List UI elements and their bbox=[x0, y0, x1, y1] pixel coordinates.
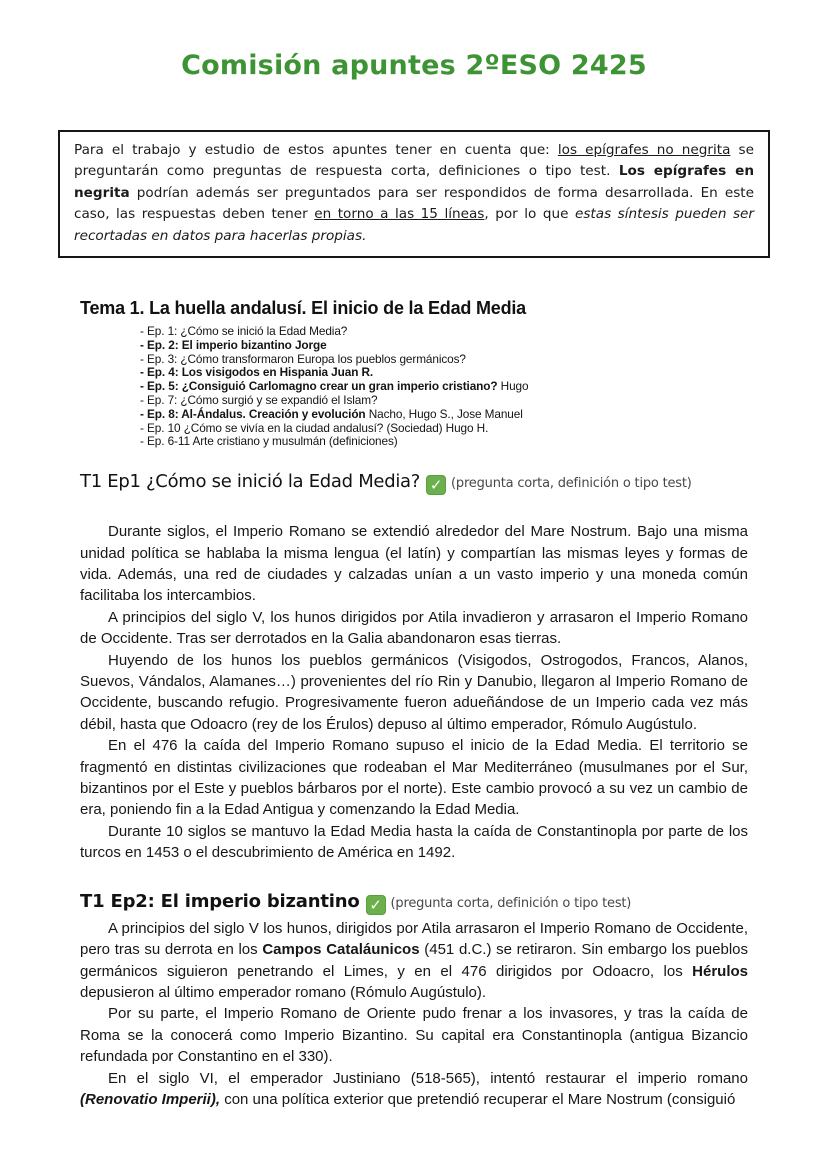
ep1-paragraph-5: Durante 10 siglos se mantuvo la Edad Media hasta la caída de Constantinopla por parte de los turcos en 1453 o el descubrimiento de América en 1492. bbox=[80, 822, 748, 862]
page-title: Comisión apuntes 2ºESO 2425 bbox=[181, 50, 647, 81]
intro-box bbox=[58, 130, 770, 258]
ep1-paragraph-2: A principios del siglo V, los hunos dirigidos por Atila invadieron y arrasaron el Imperio Romano de Occidente. Tras ser derrotados en la Galia abandonaron esas tierras. bbox=[80, 608, 748, 648]
check-glyph: ✓ bbox=[369, 895, 382, 914]
list-item-ep2: - Ep. 2: El imperio bizantino Jorge bbox=[140, 337, 327, 352]
ep1-heading-text: T1 Ep1 ¿Cómo se inició la Edad Media? bbox=[80, 471, 421, 493]
list-item-ep7: - Ep. 7: ¿Cómo surgió y se expandió el Islam? bbox=[140, 393, 378, 408]
ep2-paragraph-2: Por su parte, el Imperio Romano de Oriente pudo frenar a los invasores, y tras la caída de Roma se la conocerá como Imperio Bizantino. Su capital era Constantinopla (antigua Bizancio refundada por Constantino en el 330). bbox=[80, 1005, 748, 1066]
ep2-paragraph-1: A principios del siglo V los hunos, dirigidos por Atila arrasaron el Imperio Romano de Occidente, pero tras su derrota en los Campos Cataláunicos (451 d.C.) se retiraron. Sin embargo los pueblos germánicos siguieron penetrando el Limes, y en el 476 dirigidos por Odoacro, los Hérulos depusieron al último emperador romano (Rómulo Augústulo). bbox=[80, 919, 749, 1001]
list-item-ep6-11: - Ep. 6-11 Arte cristiano y musulmán (definiciones) bbox=[140, 434, 398, 449]
tema1-heading: Tema 1. La huella andalusí. El inicio de la Edad Media bbox=[80, 298, 526, 319]
tema1-section bbox=[80, 298, 748, 449]
check-glyph: ✓ bbox=[429, 476, 443, 495]
ep2-paragraph-3: En el siglo VI, el emperador Justiniano (518-565), intentó restaurar el imperio romano (Renovatio Imperii), con una política exterior que pretendió recuperar el Mare Nostrum (consiguió bbox=[80, 1069, 748, 1108]
list-item-ep8: - Ep. 8: Al-Ándalus. Creación y evolución Nacho, Hugo S., Jose Manuel bbox=[140, 406, 523, 421]
ep1-section bbox=[80, 471, 748, 864]
check-icon bbox=[426, 475, 446, 495]
list-item-ep1: - Ep. 1: ¿Cómo se inició la Edad Media? bbox=[140, 324, 348, 339]
ep2-heading bbox=[80, 891, 748, 915]
ep2-note: (pregunta corta, definición o tipo test) bbox=[390, 895, 632, 911]
ep1-note: (pregunta corta, definición o tipo test) bbox=[451, 476, 692, 492]
ep2-section bbox=[80, 891, 748, 1111]
list-item-ep4: - Ep. 4: Los visigodos en Hispania Juan R. bbox=[140, 365, 374, 380]
ep1-paragraph-4: En el 476 la caída del Imperio Romano supuso el inicio de la Edad Media. El territorio se fragmentó en distintas civilizaciones que rodeaban el Mar Mediterráneo (musulmanes por el Sur, bizantinos por el Este y pueblos bárbaros por el norte). Este cambio provocó a su vez un cambio de era, poniendo fin a la Edad Antigua y comenzando la Edad Media. bbox=[80, 737, 748, 819]
ep1-paragraph-1: Durante siglos, el Imperio Romano se extendió alrededor del Mare Nostrum. Bajo una misma unidad política se hablaba la misma lengua (el latín) y compartían las mismas leyes y formas de vida. Además, una red de ciudades y calzadas unían a un vasto imperio y una moneda común facilitaba los intercambios. bbox=[80, 523, 748, 605]
list-item-ep3: - Ep. 3: ¿Cómo transformaron Europa los pueblos germánicos? bbox=[140, 351, 466, 366]
check-icon bbox=[366, 895, 386, 915]
ep1-paragraph-3: Huyendo de los hunos los pueblos germánicos (Visigodos, Ostrogodos, Francos, Alanos, Suevos, Vándalos, Alamanes…) provenientes del río Rin y Danubio, llegaron al Imperio Romano de Occidente, buscando refugio. Progresivamente fueron adueñándose de un Imperio cada vez más débil, hasta que Odoacro (rey de los Érulos) depuso al último emperador, Rómulo Augústulo. bbox=[80, 651, 748, 733]
list-item-ep5: - Ep. 5: ¿Consiguió Carlomagno crear un gran imperio cristiano? Hugo bbox=[140, 379, 529, 394]
intro-box-text: Para el trabajo y estudio de estos apuntes tener en cuenta que: los epígrafes no negrita se preguntarán como preguntas de respuesta corta, definiciones o tipo test. Los epígrafes en negrita podrían además ser preguntados para ser respondidos de forma desarrollada. En este caso, las respuestas deben tener en torno a las 15 líneas, por lo que estas síntesis pueden ser recortadas en datos para hacerlas propias. bbox=[74, 142, 755, 244]
ep2-heading-text: T1 Ep2: El imperio bizantino bbox=[80, 890, 360, 912]
ep1-heading bbox=[80, 471, 748, 495]
episode-list bbox=[140, 325, 748, 449]
list-item-ep10: - Ep. 10 ¿Cómo se vivía en la ciudad andalusí? (Sociedad) Hugo H. bbox=[140, 420, 489, 435]
